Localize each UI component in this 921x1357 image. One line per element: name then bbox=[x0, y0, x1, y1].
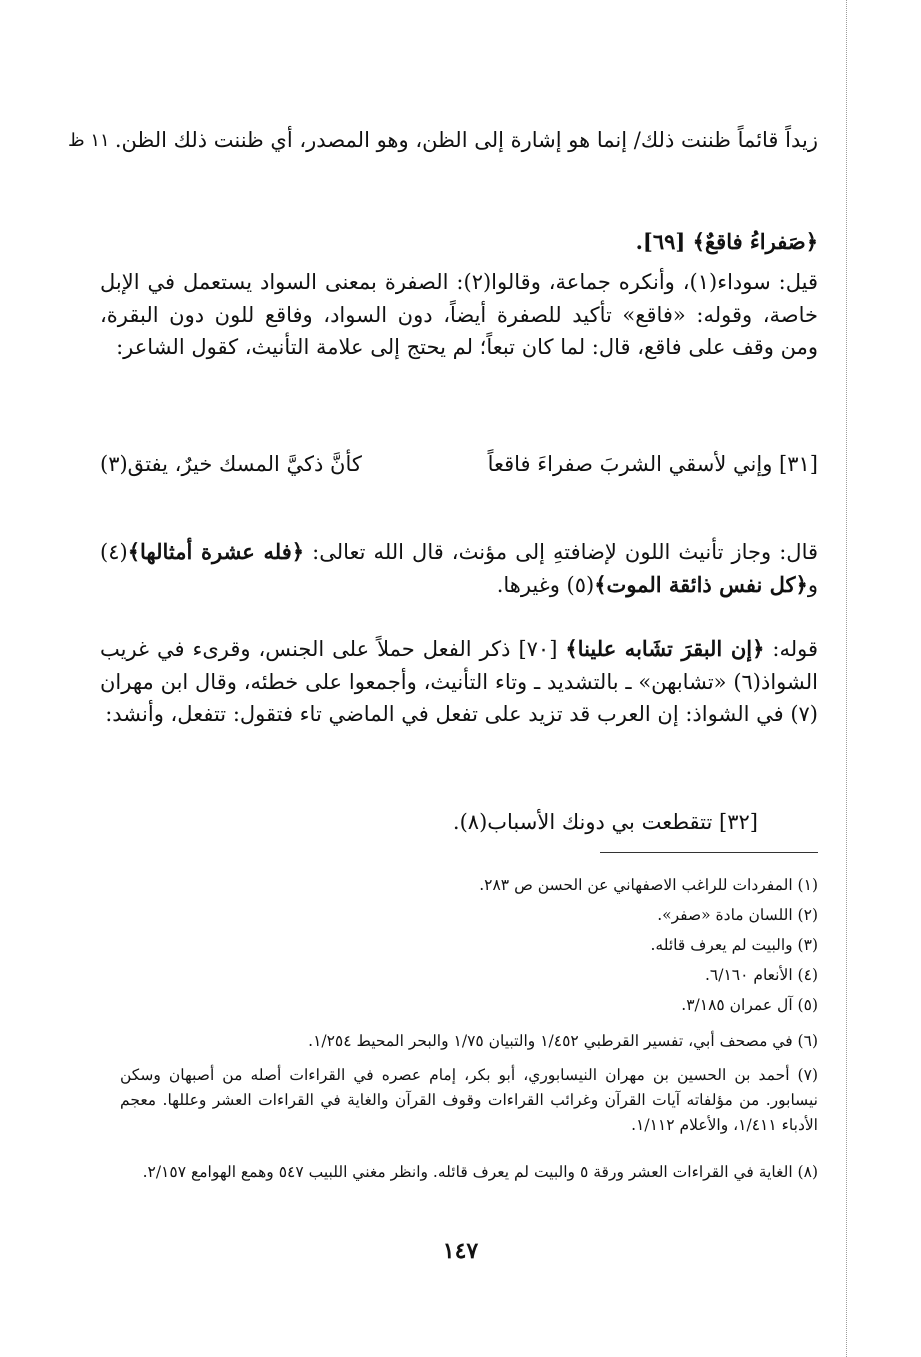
footnote-6: (٦) في مصحف أبي، تفسير القرطبي ١/٤٥٢ والتبيان ١/٧٥ والبحر المحيط ١/٢٥٤. bbox=[308, 1032, 818, 1050]
quranic-heading: ﴿صَفراءُ فاقعٌ﴾ [٦٩]. bbox=[635, 229, 818, 254]
quran-quote-3: ﴿إن البقرَ تشَابه علينا﴾ bbox=[565, 636, 765, 661]
verse-31-first-hemistich: [٣١] وإني لأسقي الشربَ صفراءَ فاقعاً bbox=[487, 452, 818, 476]
paragraph-4-body: [٧٠] ذكر الفعل حملاً على الجنس، وقرىء في غريب الشواذ(٦) «تشابهن» ـ بالتشديد ـ وتاء التأنيث، وأجمعوا على خطئه، وقال ابن مهران (٧) في الشواذ: إن العرب قد تزيد على تفعل في الماضي تاء فتقول: تتفعل، وأنشد: bbox=[100, 637, 818, 727]
footnote-1: (١) المفردات للراغب الاصفهاني عن الحسن ص ٢٨٣. bbox=[479, 876, 818, 894]
verse-32: [٣٢] تتقطعت بي دونك الأسباب(٨). bbox=[452, 810, 758, 834]
footnote-8: (٨) الغاية في القراءات العشر ورقة ٥ والبيت لم يعرف قائله. وانظر مغني اللبيب ٥٤٧ وهمع الهوامع ٢/١٥٧. bbox=[142, 1163, 818, 1181]
paragraph-2: قيل: سوداء(١)، وأنكره جماعة، وقالوا(٢): الصفرة بمعنى السواد يستعمل في الإبل خاصة، وقوله: «فاقع» تأكيد للصفرة أيضاً، دون السواد، وفاقع للون دون البقرة، ومن وقف على فاقع، قال: لما كان تبعاً؛ لم يحتج إلى علامة التأنيث، كقول الشاعر: bbox=[100, 270, 818, 360]
manuscript-folio-note: ١١ ظ bbox=[68, 130, 110, 151]
footnote-4: (٤) الأنعام ٦/١٦٠. bbox=[704, 966, 818, 984]
footnote-3: (٣) والبيت لم يعرف قائله. bbox=[650, 936, 818, 954]
paragraph-3-suffix: (٥) وغيرها. bbox=[496, 572, 595, 597]
footnote-5: (٥) آل عمران ٣/١٨٥. bbox=[681, 996, 818, 1014]
paragraph-3-prefix: قال: وجاز تأنيث اللون لإضافتهِ إلى مؤنث، قال الله تعالى: bbox=[304, 540, 819, 564]
paragraph-4-prefix: قوله: bbox=[764, 637, 818, 661]
footnote-2: (٢) اللسان مادة «صفر». bbox=[657, 906, 818, 924]
paragraph-3 bbox=[100, 536, 818, 601]
paragraph-4 bbox=[100, 633, 818, 731]
verse-31 bbox=[100, 452, 818, 476]
paragraph-3-mid: (٤) و bbox=[100, 540, 818, 597]
paragraph-1: زيداً قائماً ظننت ذلك/ إنما هو إشارة إلى الظن، وهو المصدر، أي ظننت ذلك الظن. bbox=[114, 128, 818, 152]
quran-quote-2: ﴿كل نفس ذائقة الموت﴾ bbox=[594, 571, 808, 597]
page-number: ١٤٧ bbox=[442, 1238, 479, 1264]
binding-dotted-line bbox=[846, 0, 847, 1357]
footnote-separator bbox=[600, 852, 818, 853]
footnote-7: (٧) أحمد بن الحسين بن مهران النيسابوري، أبو بكر، إمام عصره في القراءات أصله من أصبهان وسكن نيسابور. من مؤلفاته آيات القرآن وغرائب القراءات وقوف القرآن والغاية في القراءات العشر وعللها. معجم الأدباء ١/٤١١، والأعلام ١/١١٢. bbox=[120, 1066, 818, 1134]
quran-quote-1: ﴿فله عشرة أمثالها﴾ bbox=[127, 539, 305, 564]
verse-31-second-hemistich: كأنَّ ذكيَّ المسك خيرٌ، يفتق(٣) bbox=[100, 452, 362, 476]
